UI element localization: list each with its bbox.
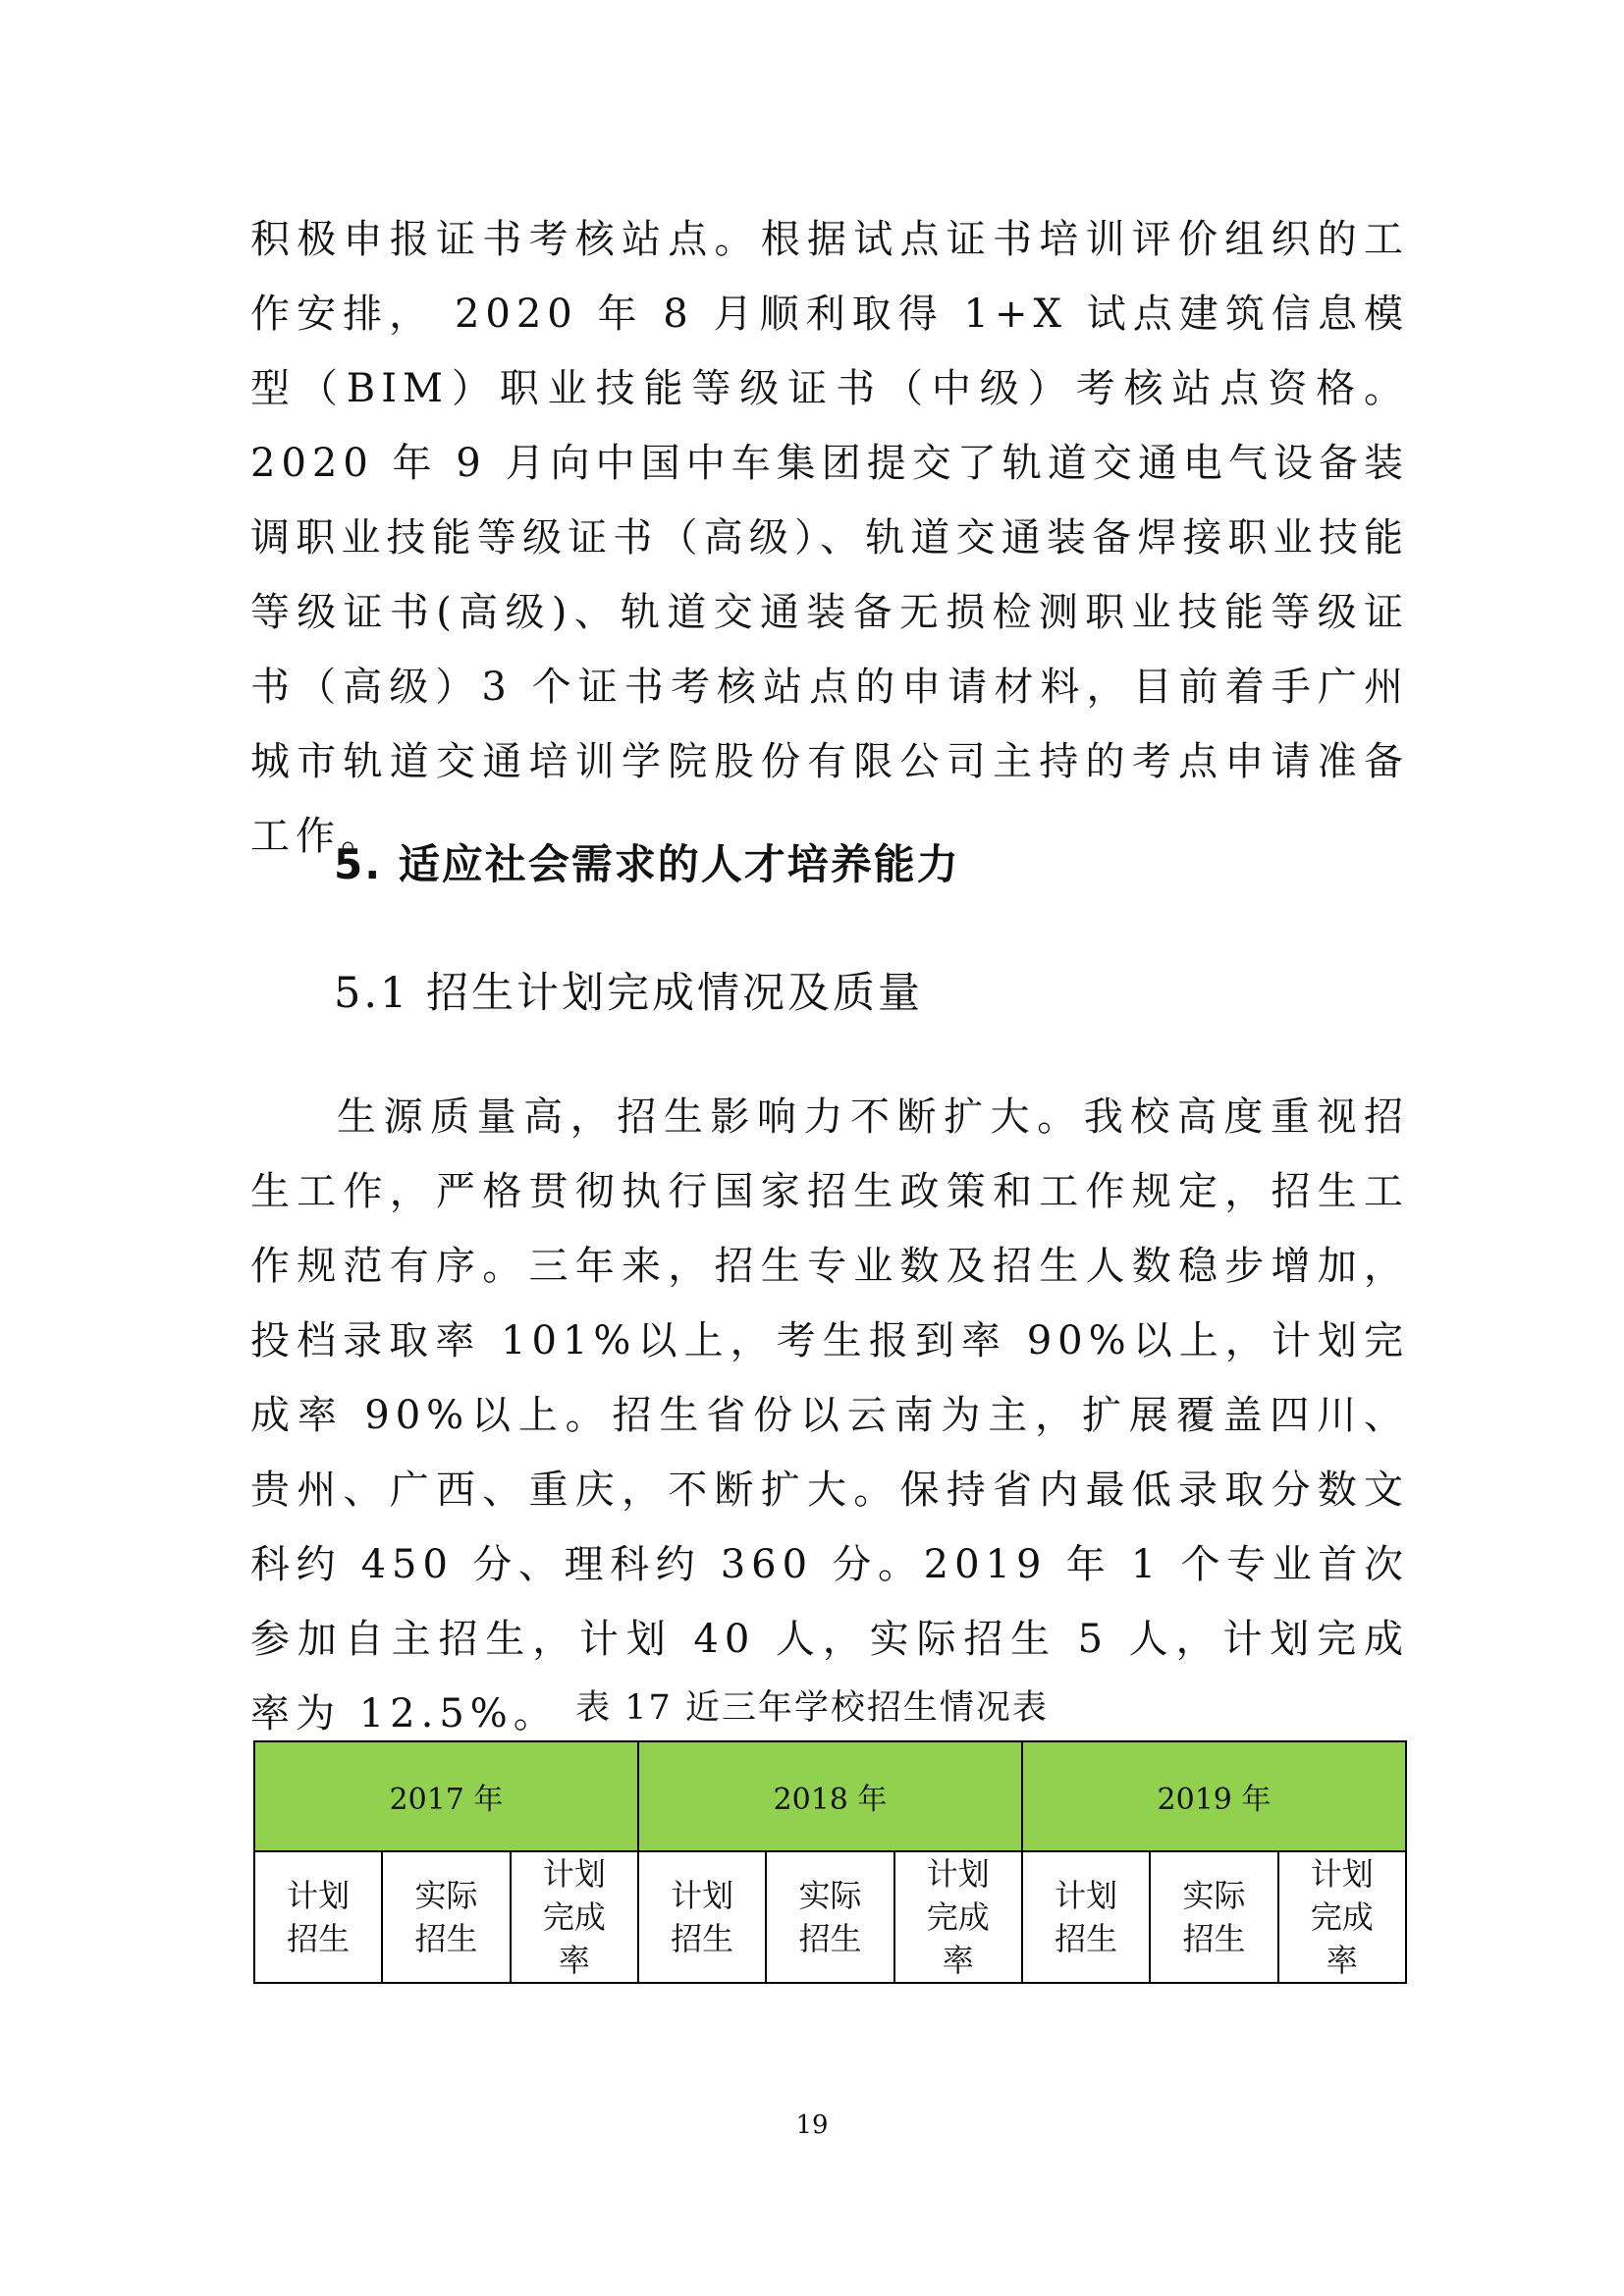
subheader-line: 招生 [671, 1920, 734, 1957]
subheader-line: 计划 [1310, 1855, 1374, 1893]
subheader-cell-actual [766, 1851, 893, 1983]
subheader-line: 完成 [1310, 1898, 1374, 1936]
subheader-line: 率 [1326, 1942, 1358, 1979]
table-header-row [254, 1741, 1406, 1851]
body-paragraph-1: 积极申报证书考核站点。根据试点证书培训评价组织的工作安排， 2020 年 8 月顺利取得 1+X 试点建筑信息模型（BIM）职业技能等级证书（中级）考核站点资格。2020 年 9 月向中国中车集团提交了轨道交通电气设备装调职业技能等级证书（高级）、轨道交通装备焊接职业技能等级证书(高级)、轨道交通装备无损检测职业技能等级证书（高级）3 个证书考核站点的申请材料，目前着手广州城市轨道交通培训学院股份有限公司主持的考点申请准备工作。 [250, 217, 1409, 859]
subheader-cell-actual [382, 1851, 510, 1983]
year-header-2019: 2019 年 [1022, 1741, 1406, 1851]
subheader-line: 招生 [414, 1920, 478, 1957]
subheader-line: 计划 [926, 1855, 990, 1893]
section-heading-5-1: 5.1 招生计划完成情况及质量 [334, 969, 924, 1018]
subheader-line: 实际 [414, 1877, 478, 1914]
subheader-cell-completion-rate [894, 1851, 1022, 1983]
subheader-line: 率 [558, 1942, 590, 1979]
section-heading-5: 5. 适应社会需求的人才培养能力 [334, 840, 960, 888]
year-header-2017: 2017 年 [254, 1741, 638, 1851]
subheader-line: 招生 [798, 1920, 862, 1957]
body-paragraph-2: 生源质量高，招生影响力不断扩大。我校高度重视招生工作，严格贯彻执行国家招生政策和工作规定，招生工作规范有序。三年来，招生专业数及招生人数稳步增加，投档录取率 101%以上，考生报到率 90%以上，计划完成率 90%以上。招生省份以云南为主，扩展覆盖四川、贵州、广西、重庆，不断扩大。保持省内最低录取分数文科约 450 分、理科约 360 分。2019 年 1 个专业首次参加自主招生，计划 40 人，实际招生 5 人，计划完成率为 12.5%。 [250, 1095, 1409, 1736]
subheader-cell-completion-rate [1278, 1851, 1406, 1983]
subheader-line: 计划 [542, 1855, 606, 1893]
subheader-cell-actual [1150, 1851, 1277, 1983]
subheader-line: 计划 [1055, 1877, 1118, 1914]
subheader-line: 招生 [1055, 1920, 1118, 1957]
subheader-line: 计划 [671, 1877, 734, 1914]
page-number: 19 [795, 2110, 829, 2140]
subheader-line: 招生 [1182, 1920, 1246, 1957]
subheader-line: 实际 [1182, 1877, 1246, 1914]
subheader-cell-planned [1022, 1851, 1150, 1983]
table-subheader-row [254, 1851, 1406, 1983]
year-header-2018: 2018 年 [638, 1741, 1022, 1851]
table-caption: 表 17 近三年学校招生情况表 [575, 1688, 1049, 1728]
enrollment-table [253, 1740, 1407, 1984]
subheader-cell-planned [254, 1851, 382, 1983]
subheader-line: 率 [942, 1942, 974, 1979]
subheader-line: 完成 [926, 1898, 990, 1936]
subheader-line: 招生 [287, 1920, 351, 1957]
subheader-line: 计划 [287, 1877, 351, 1914]
subheader-cell-completion-rate [511, 1851, 638, 1983]
subheader-line: 实际 [798, 1877, 862, 1914]
subheader-line: 完成 [542, 1898, 606, 1936]
subheader-cell-planned [638, 1851, 766, 1983]
